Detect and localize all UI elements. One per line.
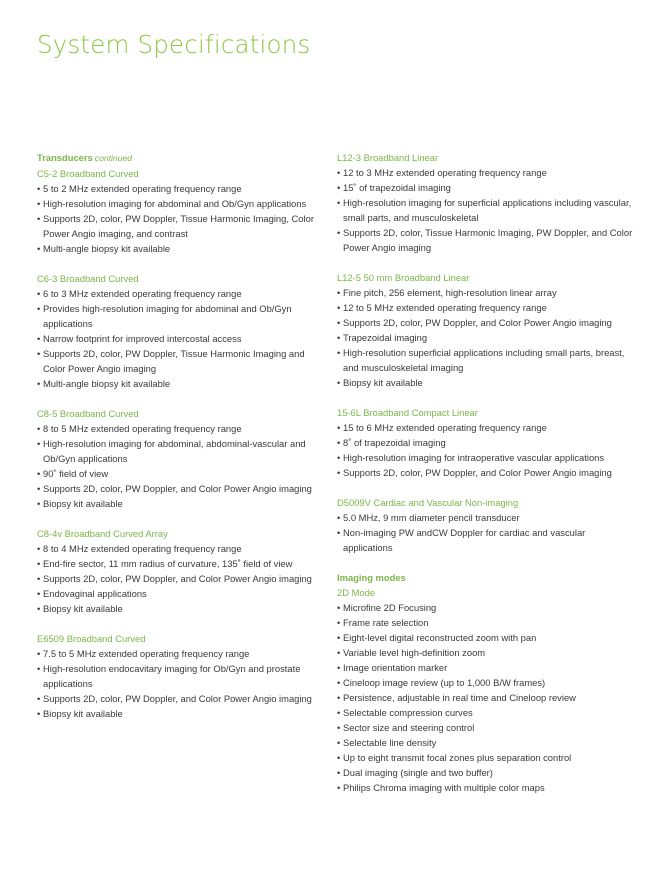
list-item: • Biopsy kit available [37,706,327,721]
spec-list [37,646,327,721]
list-item: • Up to eight transmit focal zones plus separation control [337,750,637,765]
list-item: • High-resolution endocavitary imaging for Ob/Gyn and prostate applications [37,661,327,691]
left-sections [37,166,327,721]
imaging-modes-heading: Imaging modes [337,572,406,583]
list-item: • Multi-angle biopsy kit available [37,241,327,256]
list-item: • Eight-level digital reconstructed zoom with pan [337,630,637,645]
spec-list [37,286,327,391]
list-item: • Non-imaging PW andCW Doppler for cardiac and vascular applications [337,525,637,555]
list-item: • 8 to 5 MHz extended operating frequency range [37,421,327,436]
list-item: • Narrow footprint for improved intercostal access [37,331,327,346]
transducer-section [37,631,327,721]
list-item: • 5 to 2 MHz extended operating frequency range [37,181,327,196]
list-item: • 12 to 3 MHz extended operating frequency range [337,165,637,180]
transducer-title: C6-3 Broadband Curved [37,273,139,284]
list-item: • Persistence, adjustable in real time and Cineloop review [337,690,637,705]
list-item: • 8˚ of trapezoidal imaging [337,435,637,450]
list-item: • Fine pitch, 256 element, high-resolution linear array [337,285,637,300]
transducer-section [37,406,327,511]
list-item: • Endovaginal applications [37,586,327,601]
spec-list [337,510,637,555]
list-item: • Provides high-resolution imaging for abdominal and Ob/Gyn applications [37,301,327,331]
transducer-title: C8-5 Broadband Curved [37,408,139,419]
transducer-title: D5009V Cardiac and Vascular Non-imaging [337,497,519,508]
list-item: • Biopsy kit available [337,375,637,390]
list-item: • High-resolution imaging for abdominal and Ob/Gyn applications [37,196,327,211]
list-item: • Supports 2D, color, Tissue Harmonic Imaging, PW Doppler, and Color Power Angio imaging [337,225,637,255]
list-item: • Supports 2D, color, PW Doppler, and Color Power Angio imaging [37,481,327,496]
transducers-heading-label: Transducers [37,152,93,163]
spec-list [337,420,637,480]
list-item: • High-resolution imaging for abdominal, abdominal-vascular and Ob/Gyn applications [37,436,327,466]
transducer-section [37,271,327,391]
list-item: • End-fire sector, 11 mm radius of curvature, 135˚ field of view [37,556,327,571]
list-item: • High-resolution imaging for superficial applications including vascular, small parts, and musculoskeletal [337,195,637,225]
list-item: • Microfine 2D Focusing [337,600,637,615]
transducer-section [37,166,327,256]
transducer-section [337,495,637,555]
list-item: • 90˚ field of view [37,466,327,481]
spec-list [37,421,327,511]
transducer-title: L12-5 50 mm Broadband Linear [337,272,470,283]
list-item: • Supports 2D, color, PW Doppler, Tissue Harmonic Imaging and Color Power Angio imaging [37,346,327,376]
list-item: • Selectable compression curves [337,705,637,720]
imaging-modes-subtitle: 2D Mode [337,587,376,598]
list-item: • Biopsy kit available [37,601,327,616]
list-item: • Dual imaging (single and two buffer) [337,765,637,780]
list-item: • High-resolution imaging for intraoperative vascular applications [337,450,637,465]
transducer-section [337,405,637,480]
list-item: • Supports 2D, color, PW Doppler, Tissue Harmonic Imaging, Color Power Angio imaging, and contrast [37,211,327,241]
imaging-modes-section [337,570,637,795]
list-item: • High-resolution superficial applications including small parts, breast, and musculoskeletal imaging [337,345,637,375]
imaging-modes-list [337,600,637,795]
continued-label: continued [94,153,133,163]
list-item: • Supports 2D, color, PW Doppler, and Color Power Angio imaging [337,315,637,330]
list-item: • Supports 2D, color, PW Doppler, and Color Power Angio imaging [337,465,637,480]
list-item: • Biopsy kit available [37,496,327,511]
list-item: • Variable level high-definition zoom [337,645,637,660]
transducer-title: C5-2 Broadband Curved [37,168,139,179]
transducer-section [337,270,637,390]
list-item: • 15 to 6 MHz extended operating frequency range [337,420,637,435]
list-item: • Philips Chroma imaging with multiple color maps [337,780,637,795]
right-column [337,150,637,810]
transducer-section [337,150,637,255]
page-title: System Specifications [37,30,311,59]
spec-list [337,285,637,390]
list-item: • Trapezoidal imaging [337,330,637,345]
list-item: • Frame rate selection [337,615,637,630]
spec-list [37,541,327,616]
transducer-title: 15-6L Broadband Compact Linear [337,407,478,418]
transducer-title: C8-4v Broadband Curved Array [37,528,168,539]
list-item: • 15˚ of trapezoidal imaging [337,180,637,195]
list-item: • Multi-angle biopsy kit available [37,376,327,391]
list-item: • Selectable line density [337,735,637,750]
transducers-heading [37,150,327,166]
transducer-title: L12-3 Broadband Linear [337,152,439,163]
left-column [37,150,327,736]
list-item: • 7.5 to 5 MHz extended operating frequency range [37,646,327,661]
list-item: • Image orientation marker [337,660,637,675]
list-item: • 12 to 5 MHz extended operating frequency range [337,300,637,315]
list-item: • Cineloop image review (up to 1,000 B/W frames) [337,675,637,690]
transducer-title: E6509 Broadband Curved [37,633,146,644]
list-item: • 8 to 4 MHz extended operating frequency range [37,541,327,556]
right-sections [337,150,637,555]
list-item: • 5.0 MHz, 9 mm diameter pencil transducer [337,510,637,525]
spec-list [337,165,637,255]
list-item: • Sector size and steering control [337,720,637,735]
transducer-section [37,526,327,616]
list-item: • Supports 2D, color, PW Doppler, and Color Power Angio imaging [37,691,327,706]
spec-list [37,181,327,256]
list-item: • Supports 2D, color, PW Doppler, and Color Power Angio imaging [37,571,327,586]
list-item: • 6 to 3 MHz extended operating frequency range [37,286,327,301]
